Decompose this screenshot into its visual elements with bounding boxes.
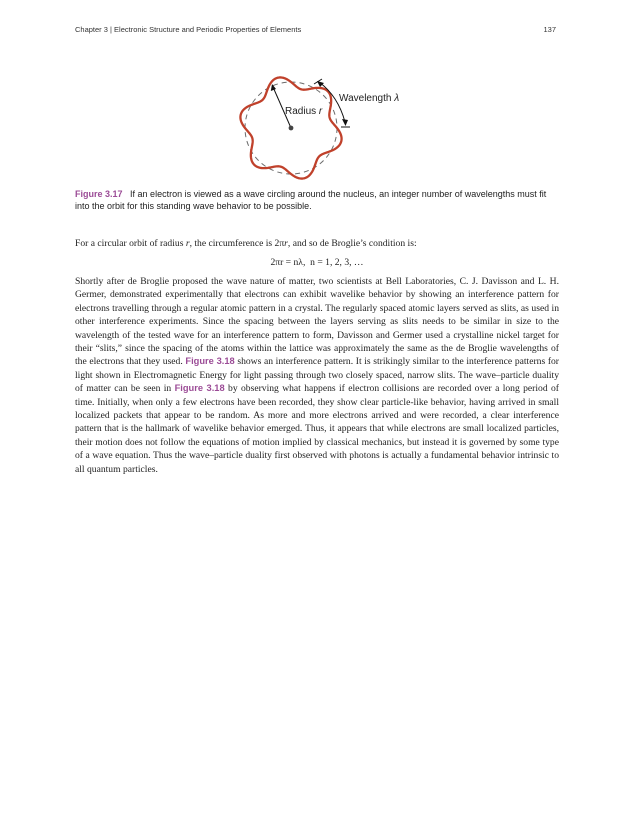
wavelength-arrowhead-bottom [342, 119, 348, 126]
equation-lhs: 2πr = nλ, [270, 257, 306, 268]
wavelength-label: Wavelength λ [339, 93, 400, 104]
figure-number: Figure 3.17 [75, 189, 123, 199]
figure-caption [75, 189, 559, 212]
figure-caption-text: If an electron is viewed as a wave circling around the nucleus, an integer number of wavelengths must fit into the orbit for this standing wave behavior to be possible. [75, 189, 547, 211]
body-paragraph: Shortly after de Broglie proposed the wave nature of matter, two scientists at Bell Laboratories, C. J. Davisson and L. H. Germer, demonstrated experimentally that electrons can exhibit wavelike behavior by showing an interference pattern for electrons travelling through a regular atomic pattern in a crystal. The regularly spaced atomic layers served as slits, as used in other interference experiments. Since the spacing between the layers serving as slits needs to be similar in size to the wavelength of the tested wave for an interference pattern to form, Davisson and Germer used a crystalline nickel target for their “slits,” since the spacing of the atoms within the lattice was approximately the same as the de Broglie wavelengths of the electrons that they used. Figure 3.18 shows an interference pattern. It is strikingly similar to the interference patterns for light shown in Electromagnetic Energy for light passing through two closely spaced, narrow slits. The wave–particle duality of matter can be seen in Figure 3.18 by observing what happens if electron collisions are recorded over a long period of time. Initially, when only a few electrons have been recorded, they show clear particle-like behavior, having arrived in small localized packets that appear to be random. As more and more electrons arrived and were recorded, a clear interference pattern that is the hallmark of wavelike behavior emerged. Thus, it appears that while electrons are small localized particles, their motion does not follow the equations of motion implied by classical mechanics, but instead it is governed by some type of a wave equation. Thus the wave–particle duality first observed with photons is actually a fundamental behavior intrinsic to all quantum particles. [75, 276, 560, 475]
intro-paragraph: For a circular orbit of radius r, the circumference is 2πr, and so de Broglie’s condition is: [75, 238, 417, 249]
figure-3-18-link[interactable]: Figure 3.18 [174, 383, 225, 394]
figure-3-18-link[interactable]: Figure 3.18 [185, 356, 235, 367]
chapter-title: Chapter 3 | Electronic Structure and Periodic Properties of Elements [75, 25, 302, 34]
standing-wave-figure [0, 0, 630, 185]
de-broglie-equation [75, 256, 559, 269]
nucleus-dot [289, 126, 294, 131]
equation-rhs: n = 1, 2, 3, … [310, 257, 364, 268]
page-number: 137 [543, 25, 556, 34]
radius-label: Radius r [285, 106, 323, 117]
